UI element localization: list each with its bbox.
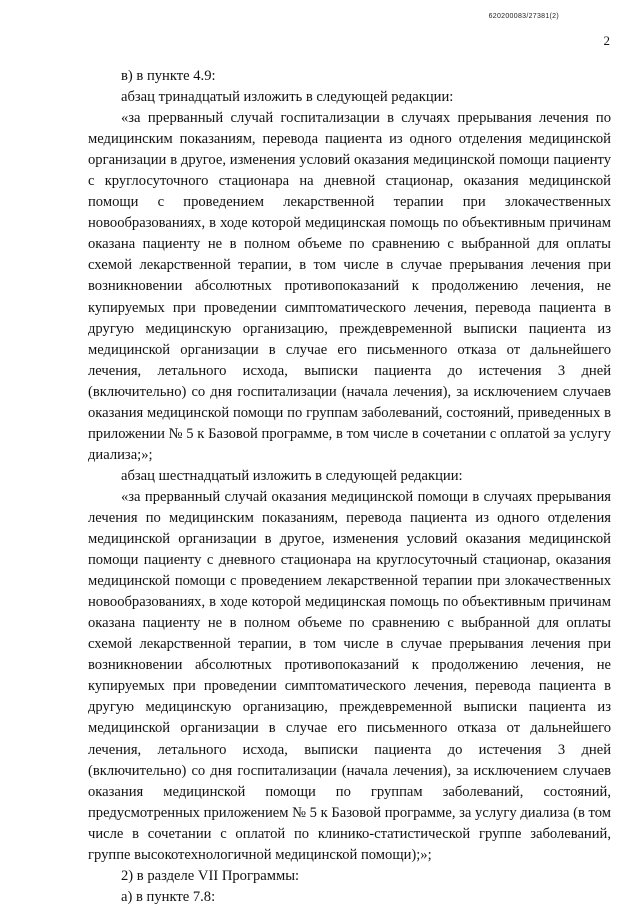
- paragraph-instruction-13: абзац тринадцатый изложить в следующей редакции:: [121, 89, 454, 106]
- paragraph-subitem-a: а) в пункте 7.8:: [121, 888, 216, 905]
- document-code: 620200083/27381(2): [488, 13, 559, 20]
- paragraph-instruction-16: абзац шестнадцатый изложить в следующей редакции:: [121, 467, 463, 484]
- page-number: 2: [603, 33, 610, 48]
- paragraph-subitem-v: в) в пункте 4.9:: [121, 68, 216, 84]
- paragraph-quote-16: «за прерванный случай оказания медицинской помощи в случаях прерывания лечения по медицинским показаниям, перевода пациента из одного отделения медицинской организации в другое, изменения условий оказания медицинской помощи пациенту с дневного стационара на круглосуточный стационар, оказания медицинской помощи с проведением лекарственной терапии при злокачественных новообразованиях, в ходе которой медицинская помощь по объективным причинам оказана пациенту не в полном объеме по сравнению с выбранной для оплаты схемой лекарственной терапии, в том числе в случае прерывания лечения при возникновении абсолютных противопоказаний к продолжению лечения, не купируемых при проведении симптоматического лечения, перевода пациента в другую медицинскую организацию, преждевременной выписки пациента из медицинской организации в случае его письменного отказа от дальнейшего лечения, летального исхода, выписки пациента до истечения 3 дней (включительно) со дня госпитализации (начала лечения), за исключением случаев оказания медицинской помощи по группам заболеваний, состояний, предусмотренных приложением № 5 к Базовой программе, за услугу диализа (в том числе в сочетании с оплатой по клинико-статистической группе заболеваний, группе высокотехнологичной медицинской помощи);»;: [88, 488, 611, 863]
- paragraph-quote-13: «за прерванный случай госпитализации в случаях прерывания лечения по медицинским показаниям, перевода пациента из одного отделения медицинской организации в другое, изменения условий оказания медицинской помощи пациенту с круглосуточного стационара на дневной стационар, оказания медицинской помощи с проведением лекарственной терапии при злокачественных новообразованиях, в ходе которой медицинская помощь по объективным причинам оказана пациенту не в полном объеме по сравнению с выбранной для оплаты схемой лекарственной терапии, в том числе в случае прерывания лечения при возникновении абсолютных противопоказаний к продолжению лечения, не купируемых при проведении симптоматического лечения, перевода пациента в другую медицинскую организацию, преждевременной выписки пациента из медицинской организации в случае его письменного отказа от дальнейшего лечения, летального исхода, выписки пациента до истечения 3 дней (включительно) со дня госпитализации (начала лечения), за исключением случаев оказания медицинской помощи по группам заболеваний, состояний, приведенных в приложении № 5 к Базовой программе, в том числе в сочетании с оплатой за услугу диализа;»;: [88, 110, 611, 463]
- paragraph-section-vii: 2) в разделе VII Программы:: [121, 867, 300, 884]
- document-body: [88, 66, 611, 908]
